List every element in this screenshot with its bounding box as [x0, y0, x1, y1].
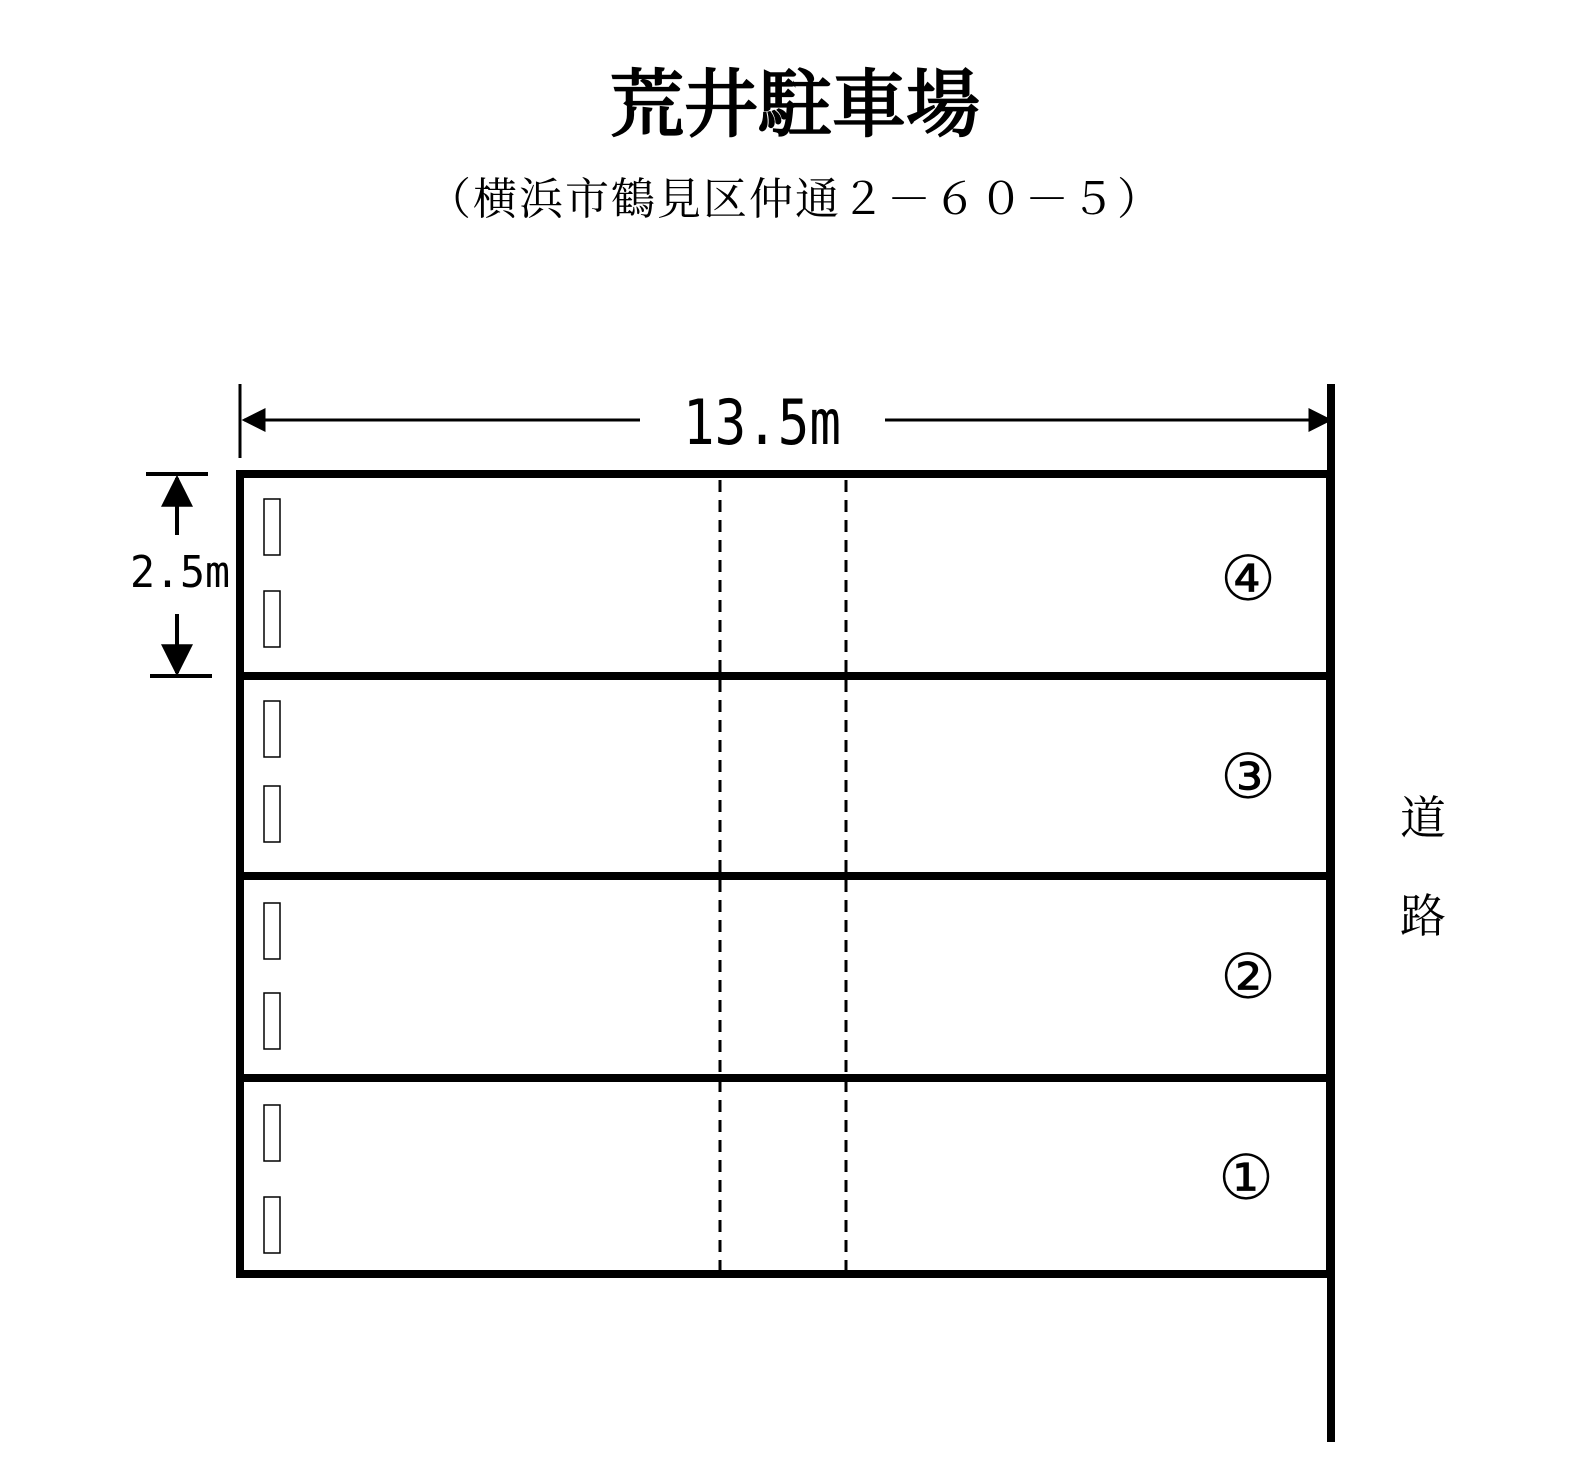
spot-number-1: ① — [1218, 1141, 1274, 1214]
wheel-stop — [264, 1105, 280, 1161]
spot-number-3: ③ — [1220, 740, 1276, 813]
parking-lot — [236, 474, 1330, 1274]
wheel-stop — [264, 786, 280, 842]
wheel-stop — [264, 1197, 280, 1253]
spot-number-2: ② — [1220, 940, 1276, 1013]
parking-title: 荒井駐車場 — [610, 62, 980, 148]
road-label-char-2: 路 — [1400, 889, 1446, 943]
wheel-stop — [264, 993, 280, 1049]
wheel-stop — [264, 591, 280, 647]
width-dimension — [240, 384, 1330, 459]
road-label-char-1: 道 — [1400, 791, 1446, 845]
width-label: 13.5m — [683, 386, 841, 459]
height-label: 2.5m — [130, 547, 230, 598]
spot-number-4: ④ — [1220, 542, 1276, 615]
wheel-stop — [264, 701, 280, 757]
wheel-stop — [264, 499, 280, 555]
address-subtitle: （横浜市鶴見区仲通２－６０－５） — [427, 174, 1163, 225]
height-dimension — [130, 474, 230, 676]
wheel-stop — [264, 903, 280, 959]
